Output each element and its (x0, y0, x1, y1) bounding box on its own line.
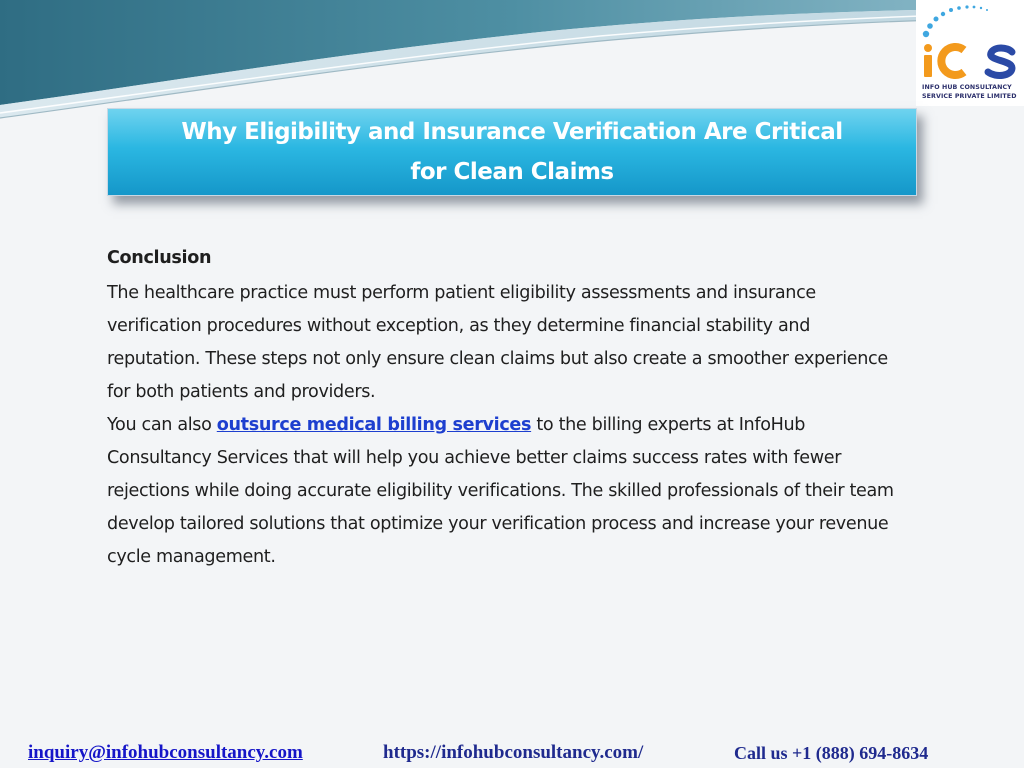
conclusion-paragraph-1: The healthcare practice must perform patient eligibility assessments and insurance verification procedures without exception, as they determine financial stability and reputation. These steps not only ensure clean claims but also create a smoother experience for both patients and providers. (107, 283, 888, 402)
title-line-1: Why Eligibility and Insurance Verification Are Critical (181, 119, 843, 145)
logo-company-line1: INFO HUB CONSULTANCY (922, 84, 1012, 91)
outsource-billing-link[interactable]: outsurce medical billing services (216, 415, 532, 435)
conclusion-paragraph-2 (107, 409, 907, 574)
paragraph-2-prefix: You can also (107, 415, 212, 435)
slide-title (181, 112, 842, 192)
logo-company-line2: SERVICE PRIVATE LIMITED (922, 93, 1017, 100)
body-content (107, 242, 907, 574)
footer-email-link[interactable]: inquiry@infohubconsultancy.com (28, 742, 303, 763)
title-banner (107, 108, 917, 196)
footer-website: https://infohubconsultancy.com/ (383, 742, 644, 763)
paragraph-2-suffix: to the billing experts at InfoHub Consultancy Services that will help you achieve better claims success rates with fewer rejections while doing accurate eligibility verifications. The skilled professionals of their team develop tailored solutions that optimize your verification process and increase your revenue cycle management. (107, 415, 894, 567)
title-line-2: for Clean Claims (410, 159, 614, 185)
ics-logo-icon (916, 0, 1024, 84)
conclusion-heading: Conclusion (107, 248, 212, 268)
footer-phone: Call us +1 (888) 694-8634 (734, 743, 929, 763)
company-logo (916, 0, 1024, 106)
